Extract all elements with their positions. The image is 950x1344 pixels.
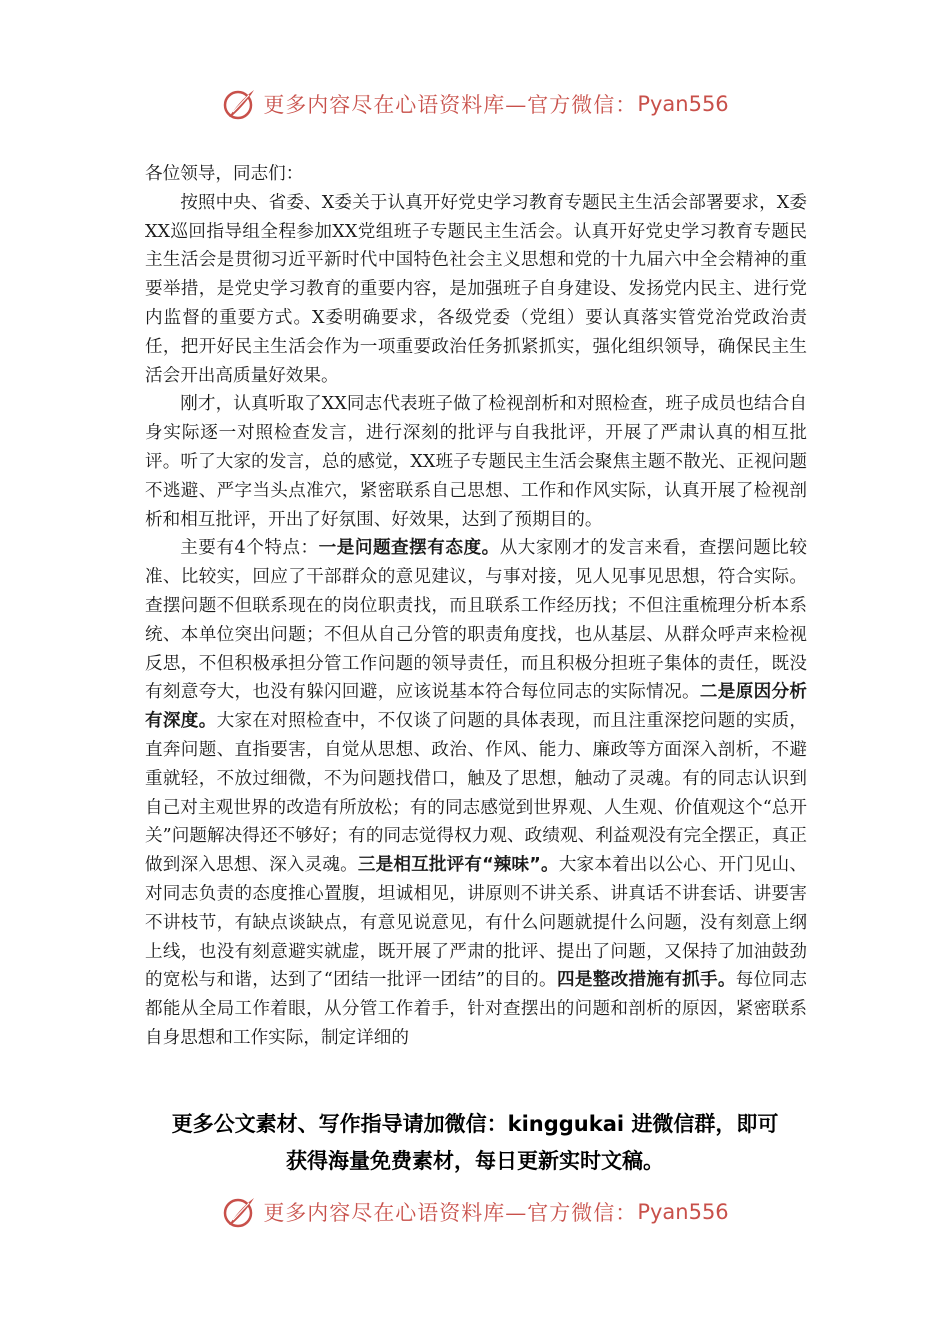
promo-banner [120,1106,830,1180]
quill-pen-logo-icon [221,86,257,122]
point-2-text: 大家在对照检查中，不仅谈了问题的具体表现，而且注重深挖问题的实质，直奔问题、直指要害，自觉从思想、政治、作风、能力、廉政等方面深入剖析，不避重就轻，不放过细微，不为问题找借口，触及了思想，触动了灵魂。有的同志认识到自己对主观世界的改造有所放松；有的同志感觉到世界观、人生观、价值观这个“总开关”问题解决得还不够好；有的同志觉得权力观、政绩观、利益观没有完全摆正，真正做到深入思想、深入灵魂。 [145,711,807,876]
point-3-heading: 三是相互批评有“辣味”。 [357,855,559,876]
salutation: 各位领导，同志们： [145,164,304,184]
watermark-wechat-id: Pyan556 [637,1200,729,1224]
watermark-text: 更多内容尽在心语资料库—官方微信： [263,1201,638,1225]
promo-line-2: 获得海量免费素材，每日更新实时文稿。 [286,1149,664,1173]
watermark-text: 更多内容尽在心语资料库—官方微信： [263,93,638,117]
paragraph-3-intro: 主要有4个特点： [180,538,319,559]
point-4-heading: 四是整改措施有抓手。 [556,970,736,991]
paragraph-1: 按照中央、省委、X委关于认真开好党史学习教育专题民主生活会部署要求，X委XX巡回指导组全程参加XX党组班子专题民主生活会。认真开好党史学习教育专题民主生活会是贯彻习近平新时代中国特色社会主义思想和党的十九届六中全会精神的重要举措，是党史学习教育的重要内容，是加强班子自身建设、发扬党内民主、进行党内监督的重要方式。X委明确要求，各级党委（党组）要认真落实管党治党政治责任，把开好民主生活会作为一项重要政治任务抓紧抓实，强化组织领导，确保民主生活会开出高质量好效果。 [145,192,807,386]
footer-watermark [0,1190,950,1234]
point-3-text: 大家本着出以公心、开门见山、对同志负责的态度推心置腹，坦诚相见，讲原则不讲关系、讲真话不讲套话、讲要害不讲枝节，有缺点谈缺点，有意见说意见，有什么问题就提什么问题，没有刻意上纲上线，也没有刻意避实就虚，既开展了严肃的批评、提出了问题，又保持了加油鼓劲的宽松与和谐，达到了“团结一批评一团结”的目的。 [145,855,807,991]
header-watermark [0,82,950,126]
point-1-heading: 一是问题查摆有态度。 [318,538,500,559]
quill-pen-logo-icon [221,1194,257,1230]
point-4-text: 每位同志都能从全局工作着眼，从分管工作着手，针对查摆出的问题和剖析的原因，紧密联系自身思想和工作实际，制定详细的 [145,970,807,1048]
watermark-wechat-id: Pyan556 [637,92,729,116]
paragraph-2: 刚才，认真听取了XX同志代表班子做了检视剖析和对照检查，班子成员也结合自身实际逐一对照检查发言，进行深刻的批评与自我批评，开展了严肃认真的相互批评。听了大家的发言，总的感觉，XX班子专题民主生活会聚焦主题不散光、正视问题不逃避、严字当头点准穴，紧密联系自己思想、工作和作风实际，认真开展了检视剖析和相互批评，开出了好氛围、好效果，达到了预期目的。 [145,394,807,530]
point-2-heading: 二是原因分析有深度。 [145,682,807,732]
point-1-text: 从大家刚才的发言来看，查摆问题比较准、比较实，回应了干部群众的意见建议，与事对接，见人见事见思想，符合实际。查摆问题不但联系现在的岗位职责找，而且联系工作经历找；不但注重梳理分析本系统、本单位突出问题；不但从自己分管的职责角度找，也从基层、从群众呼声来检视反思，不但积极承担分管工作问题的领导责任，而且积极分担班子集体的责任，既没有刻意夸大，也没有躲闪回避，应该说基本符合每位同志的实际情况。 [145,538,807,703]
paragraph-3 [145,534,807,1052]
document-body [145,160,807,1053]
promo-line-1: 更多公文素材、写作指导请加微信：kinggukai 进微信群，即可 [171,1112,779,1136]
